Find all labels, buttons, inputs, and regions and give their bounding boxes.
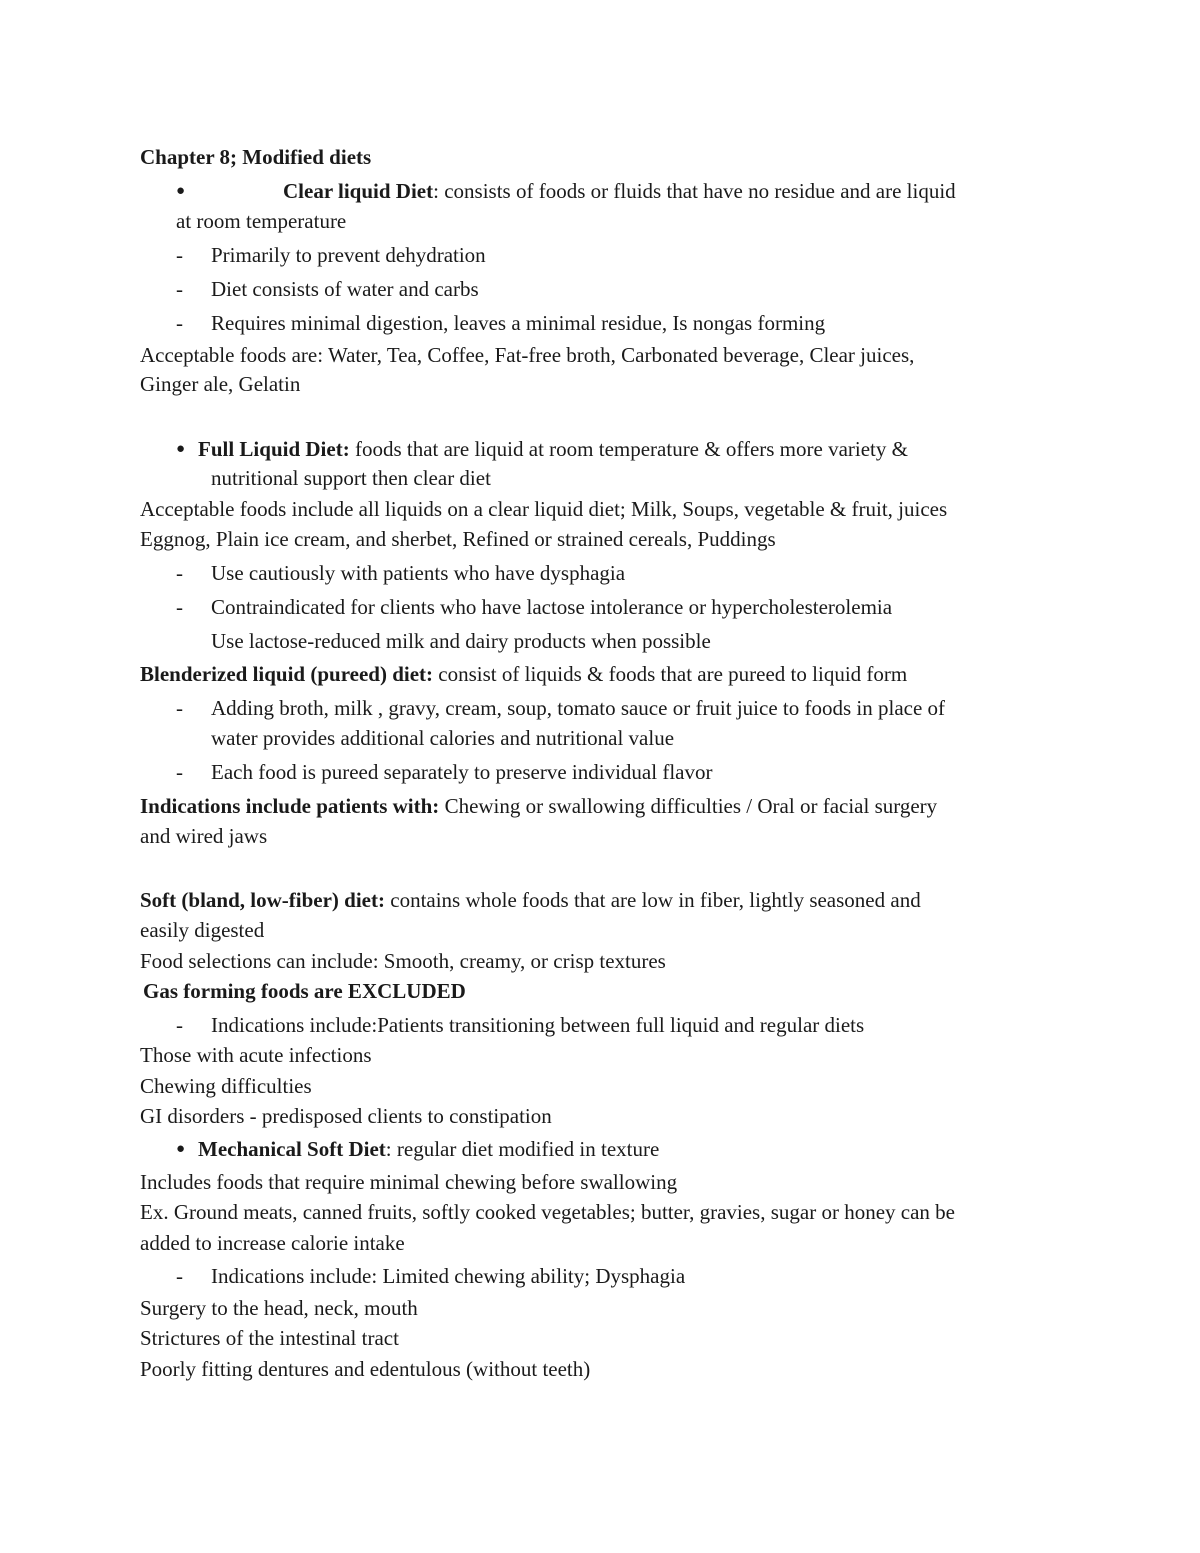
clear-point: Diet consists of water and carbs <box>211 277 479 301</box>
bullet-icon: ● <box>176 183 186 199</box>
blenderized-def: consist of liquids & foods that are pureed to liquid form <box>433 662 908 686</box>
mechanical-example: Ex. Ground meats, canned fruits, softly cooked vegetables; butter, gravies, sugar or honey can be <box>140 1200 955 1224</box>
blenderized-point: Adding broth, milk , gravy, cream, soup, tomato sauce or fruit juice to foods in place of <box>211 696 946 720</box>
mechanical-definition <box>198 1137 659 1161</box>
blenderized-term: Blenderized liquid (pureed) diet: <box>140 662 434 686</box>
soft-gas-forming: Gas forming foods are EXCLUDED <box>143 979 466 1003</box>
full-liquid-def: foods that are liquid at room temperature & offers more variety & <box>349 437 908 461</box>
dash-marker: - <box>176 1013 183 1037</box>
clear-point: Primarily to prevent dehydration <box>211 243 486 267</box>
full-point: Use cautiously with patients who have dysphagia <box>211 561 626 585</box>
soft-line: GI disorders - predisposed clients to constipation <box>140 1104 552 1128</box>
soft-line: Chewing difficulties <box>140 1074 312 1098</box>
page-title: Chapter 8; Modified diets <box>140 145 372 169</box>
clear-acceptable-foods: Acceptable foods are: Water, Tea, Coffee, Fat-free broth, Carbonated beverage, Clear juices, <box>140 343 915 367</box>
clear-point: Requires minimal digestion, leaves a minimal residue, Is nongas forming <box>211 311 826 335</box>
full-acceptable-foods-cont: Eggnog, Plain ice cream, and sherbet, Refined or strained cereals, Puddings <box>140 527 776 551</box>
bullet-icon: ● <box>176 1141 186 1157</box>
mechanical-line: Strictures of the intestinal tract <box>140 1326 399 1350</box>
full-liquid-def-cont: nutritional support then clear diet <box>211 466 491 490</box>
soft-term: Soft (bland, low-fiber) diet: <box>140 888 385 912</box>
clear-liquid-definition <box>283 179 956 203</box>
dash-marker: - <box>176 760 183 784</box>
dash-marker: - <box>176 1264 183 1288</box>
blenderized-indications-text: Chewing or swallowing difficulties / Oral or facial surgery <box>439 794 938 818</box>
mechanical-indications: Indications include: Limited chewing ability; Dysphagia <box>211 1264 686 1288</box>
blenderized-definition <box>140 662 907 686</box>
soft-def-cont: easily digested <box>140 918 265 942</box>
dash-marker: - <box>176 311 183 335</box>
mechanical-example-cont: added to increase calorie intake <box>140 1231 405 1255</box>
blenderized-indications-term: Indications include patients with: <box>140 794 440 818</box>
dash-marker: - <box>176 277 183 301</box>
soft-selections: Food selections can include: Smooth, creamy, or crisp textures <box>140 949 666 973</box>
full-acceptable-foods: Acceptable foods include all liquids on a clear liquid diet; Milk, Soups, vegetable & fruit, juices <box>140 497 948 521</box>
dash-marker: - <box>176 595 183 619</box>
soft-def: contains whole foods that are low in fiber, lightly seasoned and <box>385 888 921 912</box>
mechanical-def: : regular diet modified in texture <box>385 1137 660 1161</box>
bullet-icon: ● <box>176 441 186 457</box>
full-point: Contraindicated for clients who have lactose intolerance or hypercholesterolemia <box>211 595 893 619</box>
dash-marker: - <box>176 243 183 267</box>
soft-definition <box>140 888 921 912</box>
blenderized-indications <box>140 794 937 818</box>
clear-liquid-def: : consists of foods or fluids that have no residue and are liquid <box>433 179 956 203</box>
clear-liquid-def-cont: at room temperature <box>176 209 347 233</box>
mechanical-line: Surgery to the head, neck, mouth <box>140 1296 418 1320</box>
mechanical-line: Poorly fitting dentures and edentulous (without teeth) <box>140 1357 591 1381</box>
clear-liquid-term: Clear liquid Diet <box>283 179 434 203</box>
mechanical-term: Mechanical Soft Diet <box>198 1137 386 1161</box>
full-liquid-term: Full Liquid Diet: <box>198 437 350 461</box>
soft-line: Those with acute infections <box>140 1043 372 1067</box>
full-liquid-definition <box>198 437 908 461</box>
mechanical-includes: Includes foods that require minimal chewing before swallowing <box>140 1170 678 1194</box>
clear-acceptable-foods-cont: Ginger ale, Gelatin <box>140 372 301 396</box>
dash-marker: - <box>176 561 183 585</box>
blenderized-point: Each food is pureed separately to preserve individual flavor <box>211 760 713 784</box>
dash-marker: - <box>176 696 183 720</box>
soft-indications: Indications include:Patients transitioning between full liquid and regular diets <box>211 1013 865 1037</box>
full-note: Use lactose-reduced milk and dairy products when possible <box>211 629 711 653</box>
blenderized-indications-cont: and wired jaws <box>140 824 268 848</box>
blenderized-point-cont: water provides additional calories and nutritional value <box>211 726 675 750</box>
